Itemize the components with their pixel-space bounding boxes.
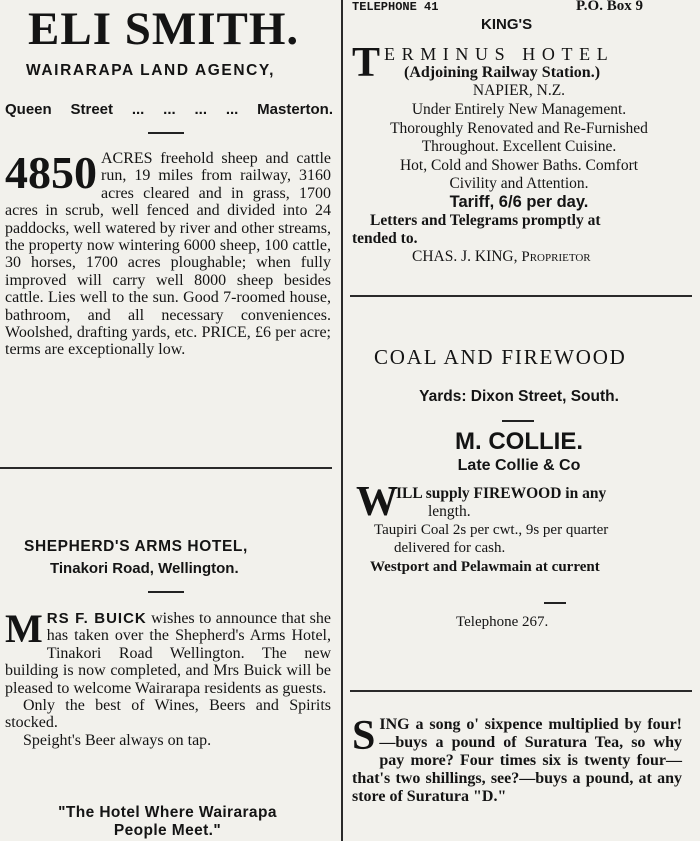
kings-line-2: Thoroughly Renovated and Re-Furnished	[390, 120, 648, 137]
coal-line-1: ILL supply FIREWOOD in any	[396, 485, 607, 502]
short-divider	[502, 420, 534, 422]
section-rule	[350, 690, 692, 692]
shepherd-dropcap: M	[5, 606, 43, 651]
section-rule	[350, 295, 692, 297]
right-column	[344, 0, 700, 841]
short-divider	[544, 602, 566, 604]
short-divider	[148, 591, 184, 593]
terminus-dropcap: T	[352, 40, 381, 86]
kings-location: NAPIER, N.Z.	[472, 82, 566, 99]
shepherds-arms-title: SHEPHERD'S ARMS HOTEL,	[24, 538, 248, 555]
coal-line-3: Taupiri Coal 2s per cwt., 9s per quarter	[374, 522, 609, 538]
collie-name: M. COLLIE.	[455, 428, 583, 455]
shepherd-body: wishes to announce that she has taken over the Shepherd's Arms Hotel, Tinakori Road Wellington. The new building is now completed, and Mrs Buick will be pleased to welcome Wairarapa residents as guests.	[5, 610, 332, 697]
coal-line-4: delivered for cash.	[394, 540, 506, 556]
shepherd-lead: RS F. BUICK	[46, 610, 147, 627]
short-divider	[148, 132, 184, 134]
eli-smith-title: ELI SMITH.	[28, 3, 300, 55]
kings-proprietor	[412, 248, 591, 266]
coal-yards: Yards: Dixon Street, South.	[419, 388, 619, 405]
collie-dropcap: W	[356, 479, 398, 525]
shepherds-address: Tinakori Road, Wellington.	[50, 560, 239, 577]
shepherd-ad-body	[5, 606, 332, 749]
kings-line-4: Hot, Cold and Shower Baths. Comfort	[399, 157, 639, 174]
eli-body: ACRES freehold sheep and cattle run, 19 miles from railway, 3160 acres cleared and in grass, 1700 acres in scrub, well fenced and divided into 24 paddocks, well watered by river and other streams, the property now wintering 6000 sheep, 100 cattle, 30 horses, 1700 acres ploughable; when fully improved will carry well 8000 sheep besides cattle. Lies well to the sun. Good 7-roomed house, bathroom, and all necessary conveniences. Woolshed, drafting yards, etc. PRICE, £6 per acre; terms are exceptionally low.	[5, 150, 331, 359]
eli-dropcap: 4850	[5, 147, 97, 198]
column-divider	[341, 0, 343, 841]
kings-line-6: Letters and Telegrams promptly at	[370, 212, 601, 229]
left-column	[0, 0, 340, 841]
coal-firewood-title: COAL AND FIREWOOD	[374, 345, 627, 369]
kings-adjoining: (Adjoining Railway Station.)	[404, 64, 601, 81]
kings-telephone: TELEPHONE 41	[352, 0, 439, 14]
terminus-hotel-title: ERMINUS HOTEL	[384, 44, 615, 64]
eli-address: Queen Street ... ... ... ... Masterton.	[5, 101, 333, 118]
suratura-dropcap: S	[352, 713, 376, 759]
shepherd-slogan-2: People Meet."	[113, 822, 222, 839]
proprietor-label: Proprietor	[521, 249, 591, 265]
kings-pobox: P.O. Box 9	[576, 0, 643, 14]
coal-line-5: Westport and Pelawmain at current	[370, 559, 600, 575]
land-agency-subtitle: WAIRARAPA LAND AGENCY,	[26, 62, 276, 79]
shepherd-slogan-1: "The Hotel Where Wairarapa	[58, 804, 277, 821]
section-rule	[0, 467, 332, 469]
kings-line-3: Throughout. Excellent Cuisine.	[421, 138, 617, 155]
shepherd-para2: Only the best of Wines, Beers and Spirits stocked.	[5, 697, 331, 732]
kings-line-1: Under Entirely New Management.	[411, 101, 627, 118]
collie-late: Late Collie & Co	[457, 457, 581, 474]
coal-line-2: length.	[428, 503, 471, 520]
suratura-body: ING a song o' sixpence multiplied by four!—buys a pound of Suratura Tea, so why pay more? Four times six is twenty four—that's two shillings, see?—buys a pound, at any store of Suratura "D."	[352, 716, 682, 805]
suratura-ad	[352, 713, 682, 806]
shepherd-para3: Speight's Beer always on tap.	[23, 731, 212, 749]
kings-line-5: Civility and Attention.	[449, 175, 589, 192]
kings-label: KING'S	[481, 16, 533, 33]
eli-property-ad	[5, 147, 331, 359]
coal-telephone: Telephone 267.	[456, 614, 549, 630]
kings-tariff: Tariff, 6/6 per day.	[449, 193, 589, 211]
kings-line-7: tended to.	[352, 230, 418, 247]
proprietor-name: CHAS. J. KING,	[412, 248, 518, 265]
